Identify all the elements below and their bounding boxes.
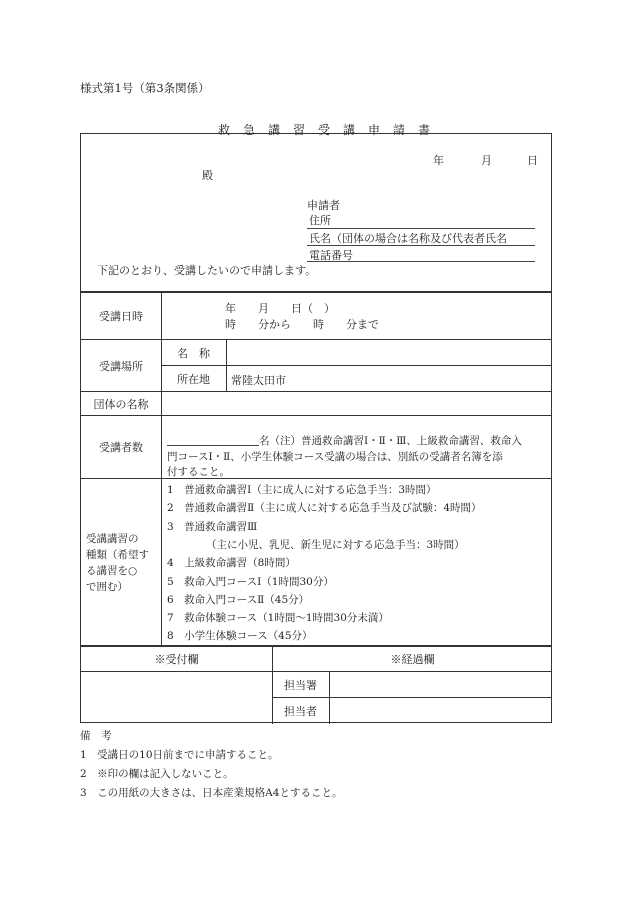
address-label: 住所 [309,214,331,227]
section-in-charge-label: 担当署 [284,678,317,692]
addressee-suffix: 殿 [202,169,213,182]
name-underline [307,245,535,246]
courses-label [86,531,149,595]
name-label: 氏名（団体の場合は名称及び代表者氏名 [309,232,507,245]
note-item: 1 受講日の10日前までに申請すること。 [80,749,279,761]
attendee-count-note-line1: 名（注）普通救命講習Ⅰ・Ⅱ・Ⅲ、上級救命講習、救命入 [259,435,522,447]
course-option-3[interactable]: 3 普通救命講習Ⅲ [167,521,258,533]
attendee-count-underline [167,445,259,446]
course-option-1[interactable]: 1 普通救命講習Ⅰ（主に成人に対する応急手当：3時間） [167,484,437,496]
course-option-7[interactable]: 7 救命体験コース（1時間～1時間30分未満） [167,612,389,624]
receipt-box-label: ※受付欄 [154,653,199,666]
person-in-charge-label: 担当者 [284,704,317,718]
courses-label-line: 種類（希望す [86,549,149,561]
row-divider-count [81,478,551,479]
date-year-label: 年 [433,154,444,167]
applicant-heading: 申請者 [307,199,340,212]
group-name-label: 団体の名称 [93,397,149,411]
phone-underline [307,261,535,262]
progress-box-label: ※経過欄 [390,653,435,666]
course-option-6[interactable]: 6 救命入門コースⅡ（45分） [167,594,310,606]
request-sentence: 下記のとおり、受講したいので申請します。 [97,264,317,277]
course-option-8[interactable]: 8 小学生体験コース（45分） [167,630,313,642]
courses-label-line: る講習を○ [86,565,138,577]
note-item: 3 この用紙の大きさは、日本産業規格A4とすること。 [80,787,343,799]
venue-location-label: 所在地 [177,372,210,386]
courses-label-line: 受講講習の [86,533,139,545]
address-underline [307,228,535,229]
venue-location-value: 常陸太田市 [231,374,286,387]
courses-label-line: で囲む） [86,581,128,593]
datetime-label: 受講日時 [99,309,143,323]
course-option-2[interactable]: 2 普通救命講習Ⅱ（主に成人に対する応急手当及び試験：4時間） [167,502,482,514]
venue-name-label: 名 称 [177,346,210,360]
course-option-4[interactable]: 4 上級救命講習（8時間） [167,557,296,569]
phone-label: 電話番号 [309,249,353,262]
document-title: 救急講習受講申請書 [218,123,444,137]
venue-label: 受講場所 [99,359,143,373]
attendee-count-label: 受講者数 [99,441,143,454]
course-option-5[interactable]: 5 救命入門コースⅠ（1時間30分） [167,576,334,588]
venue-subcolumn-divider [226,339,227,391]
application-form [80,133,552,723]
attendee-count-note-line2: 門コースⅠ・Ⅱ、小学生体験コース受講の場合は、別紙の受講者名簿を添 [167,451,503,463]
date-day-label: 日 [527,154,538,167]
note-item: 2 ※印の欄は記入しないこと。 [80,768,234,780]
form-number: 様式第1号（第3条関係） [80,81,210,95]
datetime-time-line: 時 分から 時 分まで [225,318,379,331]
notes-heading: 備 考 [80,730,112,742]
date-month-label: 月 [481,154,492,167]
datetime-date-line: 年 月 日（ ） [225,302,335,315]
progress-subcolumn-divider [329,671,330,724]
course-option-3-detail: （主に小児、乳児、新生児に対する応急手当：3時間） [206,539,465,551]
attendee-count-note-line3: 付すること。 [167,466,230,478]
